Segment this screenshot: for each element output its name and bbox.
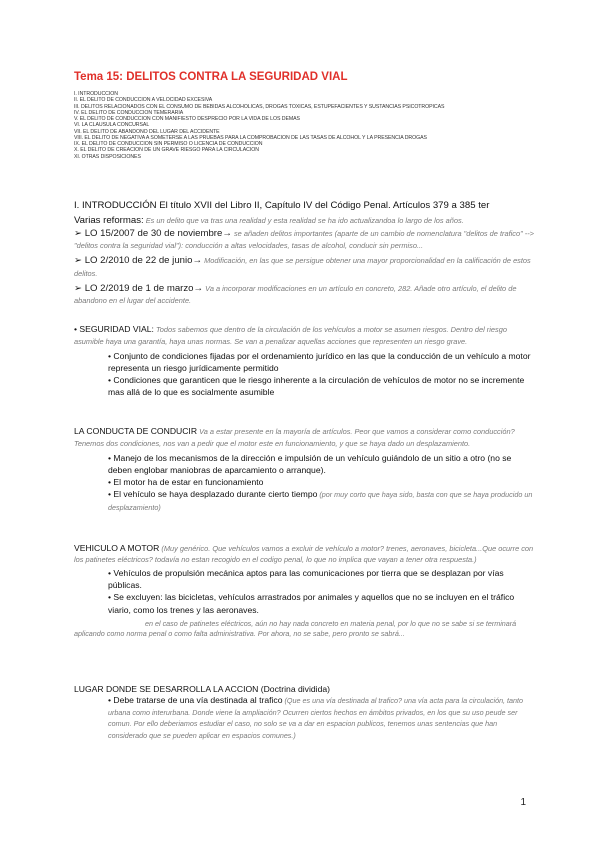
lugar-label: LUGAR DONDE SE DESARROLLA LA ACCION (Doctrina dividida): [74, 684, 330, 694]
toc-item: XI. OTRAS DISPOSICIONES: [74, 153, 141, 160]
vehiculo-extra-note: en el caso de patinetes eléctricos, aún no hay nada concreto en materia penal, por lo que no se sabe si se terminará aplicando como norma penal o como falta administrativa. Por ahora, no se sabe, pero pronto se sabrá...: [74, 618, 517, 639]
vehiculo-note: (Muy genérico. Que vehículos vamos a excluir de vehículo a motor? trenes, aeronaves, bicicleta...Que ocurre con los patinetes eléctricos? todavía no estan recogido en el codigo penal, lo que no implica que vayan a tener otra respuesta.): [74, 544, 534, 564]
vehiculo-bullet: • Vehículos de propulsión mecánica aptos para las comunicaciones por tierra que se desplazan por vías públicas.: [108, 568, 504, 591]
conducta-note: Va a estar presente en la mayoría de artículos. Peor que vamos a considerar como conducción? Tenemos dos condiciones, nos van a pedir que el motor este en funcionamiento, y que se haya dado un desplazamiento.: [74, 427, 515, 448]
conducta-bullet: • Manejo de los mecanismos de la dirección e impulsión de un vehículo guiándolo de un sitio a otro (no se deben englobar maniobras de aparcamiento o arranque).: [108, 452, 512, 475]
toc-item: VIII. EL DELITO DE NEGATIVA A SOMETERSE A LAS PRUEBAS PARA LA COMPROBACION DE LAS TASAS DE ALCOHOL Y LA PRESENCIA DROGAS: [74, 134, 427, 141]
toc-item: X. EL DELITO DE CREACION DE UN GRAVE RIESGO PARA LA CIRCULACION: [74, 147, 259, 154]
conducta-bullet: [74, 488, 534, 513]
seguridad-intro: [74, 324, 534, 348]
conducta-intro: [74, 426, 534, 450]
lugar-bullet-line: [74, 695, 534, 741]
reformas-label: Varias reformas:: [74, 215, 144, 226]
vehiculo-section: [74, 543, 534, 640]
reform-label: ➢ LO 2/2019 de 1 de marzo→: [74, 282, 204, 294]
toc-item: IV. EL DELITO DE CONDUCCION TEMERARIA: [74, 109, 184, 116]
toc-item: II. EL DELITO DE CONDUCCION A VELOCIDAD EXCESIVA: [74, 97, 213, 104]
reform-label: ➢ LO 15/2007 de 30 de noviembre→: [74, 228, 232, 239]
toc-item: V. EL DELITO DE CONDUCCION CON MANIFIESTO DESPRECIO POR LA VIDA DE LOS DEMAS: [74, 116, 300, 122]
toc-item: VI. LA CLAUSULA CONCURSAL: [74, 122, 150, 129]
seguridad-label: • SEGURIDAD VIAL:: [74, 324, 154, 334]
conducta-last-bullet: • El vehículo se haya desplazado durante cierto tiempo: [108, 489, 318, 500]
page-title: Tema 15: DELITOS CONTRA LA SEGURIDAD VIAL: [74, 71, 348, 83]
intro-heading: I. INTRODUCCIÓN El título XVII del Libro II, Capítulo IV del Código Penal. Artículos 379 a 385 ter: [74, 200, 490, 211]
lugar-bullet: • Debe tratarse de una vía destinada al trafico: [108, 695, 283, 706]
reformas-note: Es un delito que va tras una realidad y esta realidad se ha ido actualizandoa lo largo de los años.: [143, 216, 464, 225]
toc-item: I. INTRODUCCION: [74, 91, 118, 97]
seguridad-vial-section: [74, 324, 534, 398]
toc-item: IX. EL DELITO DE CONDUCCION SIN PERMISO O LICENCIA DE CONDUCCION: [74, 141, 263, 147]
vehiculo-label: VEHICULO A MOTOR: [74, 543, 160, 553]
conducta-label: LA CONDUCTA DE CONDUCIR: [74, 426, 198, 436]
page-number: 1: [520, 797, 526, 808]
conducta-bullet: • El motor ha de estar en funcionamiento: [108, 477, 264, 487]
vehiculo-bullet: • Se excluyen: las bicicletas, vehículos arrastrados por animales y aquellos que no se incluyen en el tráfico viario, como los trenes y las aeronaves.: [108, 592, 515, 615]
reform-label: ➢ LO 2/2010 de 22 de junio→: [74, 255, 203, 267]
reform-item: [74, 283, 534, 307]
reformas-line: [74, 215, 534, 227]
seguridad-note: Todos sabemos que dentro de la circulación de los vehículos a motor se asumen riesgos. Dentro del riesgo asumible haya una garantía, haya unas normas. Se van a penalizar aquellas acciones que representen un riesgo grave.: [74, 325, 507, 346]
seguridad-bullet: • Condiciones que garanticen que le riesgo inherente a la circulación de vehículos de motor no se incremente mas allá de lo que es socialmente asumible: [108, 375, 525, 398]
toc-item: VII. EL DELITO DE ABANDONO DEL LUGAR DEL ACCIDENTE: [74, 128, 220, 135]
reform-note: se añaden delitos importantes (aparte de un cambio de nomenclatura "delitos de trafico" --> "delitos contra la seguridad vial"): conducción a altas velocidades, tasas de alcohol, conducir sin permiso...: [74, 229, 534, 251]
reform-item: [74, 228, 534, 252]
lugar-section: [74, 683, 534, 741]
reform-note: Va a incorporar modificaciones en un artículo en concreto, 282. Añade otro artículo, el delito de abandono en el lugar del accidente.: [74, 283, 517, 306]
seguridad-bullet: • Conjunto de condiciones fijadas por el ordenamiento jurídico en las que la conducción de un vehículo a motor representa un riesgo jurídicamente permitido: [108, 350, 531, 373]
conducta-last-note: (por muy corto que haya sido, basta con que se haya producido un desplazamiento): [108, 490, 533, 512]
table-of-contents: [74, 91, 534, 160]
reform-item: [74, 255, 534, 279]
reform-note: Modificación, en las que se persigue obtener una mayor proporcionalidad en la calificación de estos delitos.: [74, 256, 531, 278]
vehiculo-intro: [74, 543, 534, 565]
conducta-section: [74, 426, 534, 513]
toc-item: III. DELITOS RELACIONADOS CON EL CONSUMO DE BEBIDAS ALCOHOLICAS, DROGAS TOXICAS, ESTUPEFACIENTES Y SUSTANCIAS PSICOTROPICAS: [74, 103, 445, 110]
lugar-note: (Que es una vía destinada al trafico? una vía acta para la circulación, tanto urbana como interurbana. Donde viene la ampliación? Ocurren ciertos hechos en ámbitos privados, en los que su uso peude ser comun. Por ello deberiamos estudiar el caso, no solo se va a dar en espacion publicos, tenemos unas sentencias que han considerado que se pueden aplicar en espacios comunes.): [108, 696, 524, 740]
intro-section: [74, 200, 534, 307]
